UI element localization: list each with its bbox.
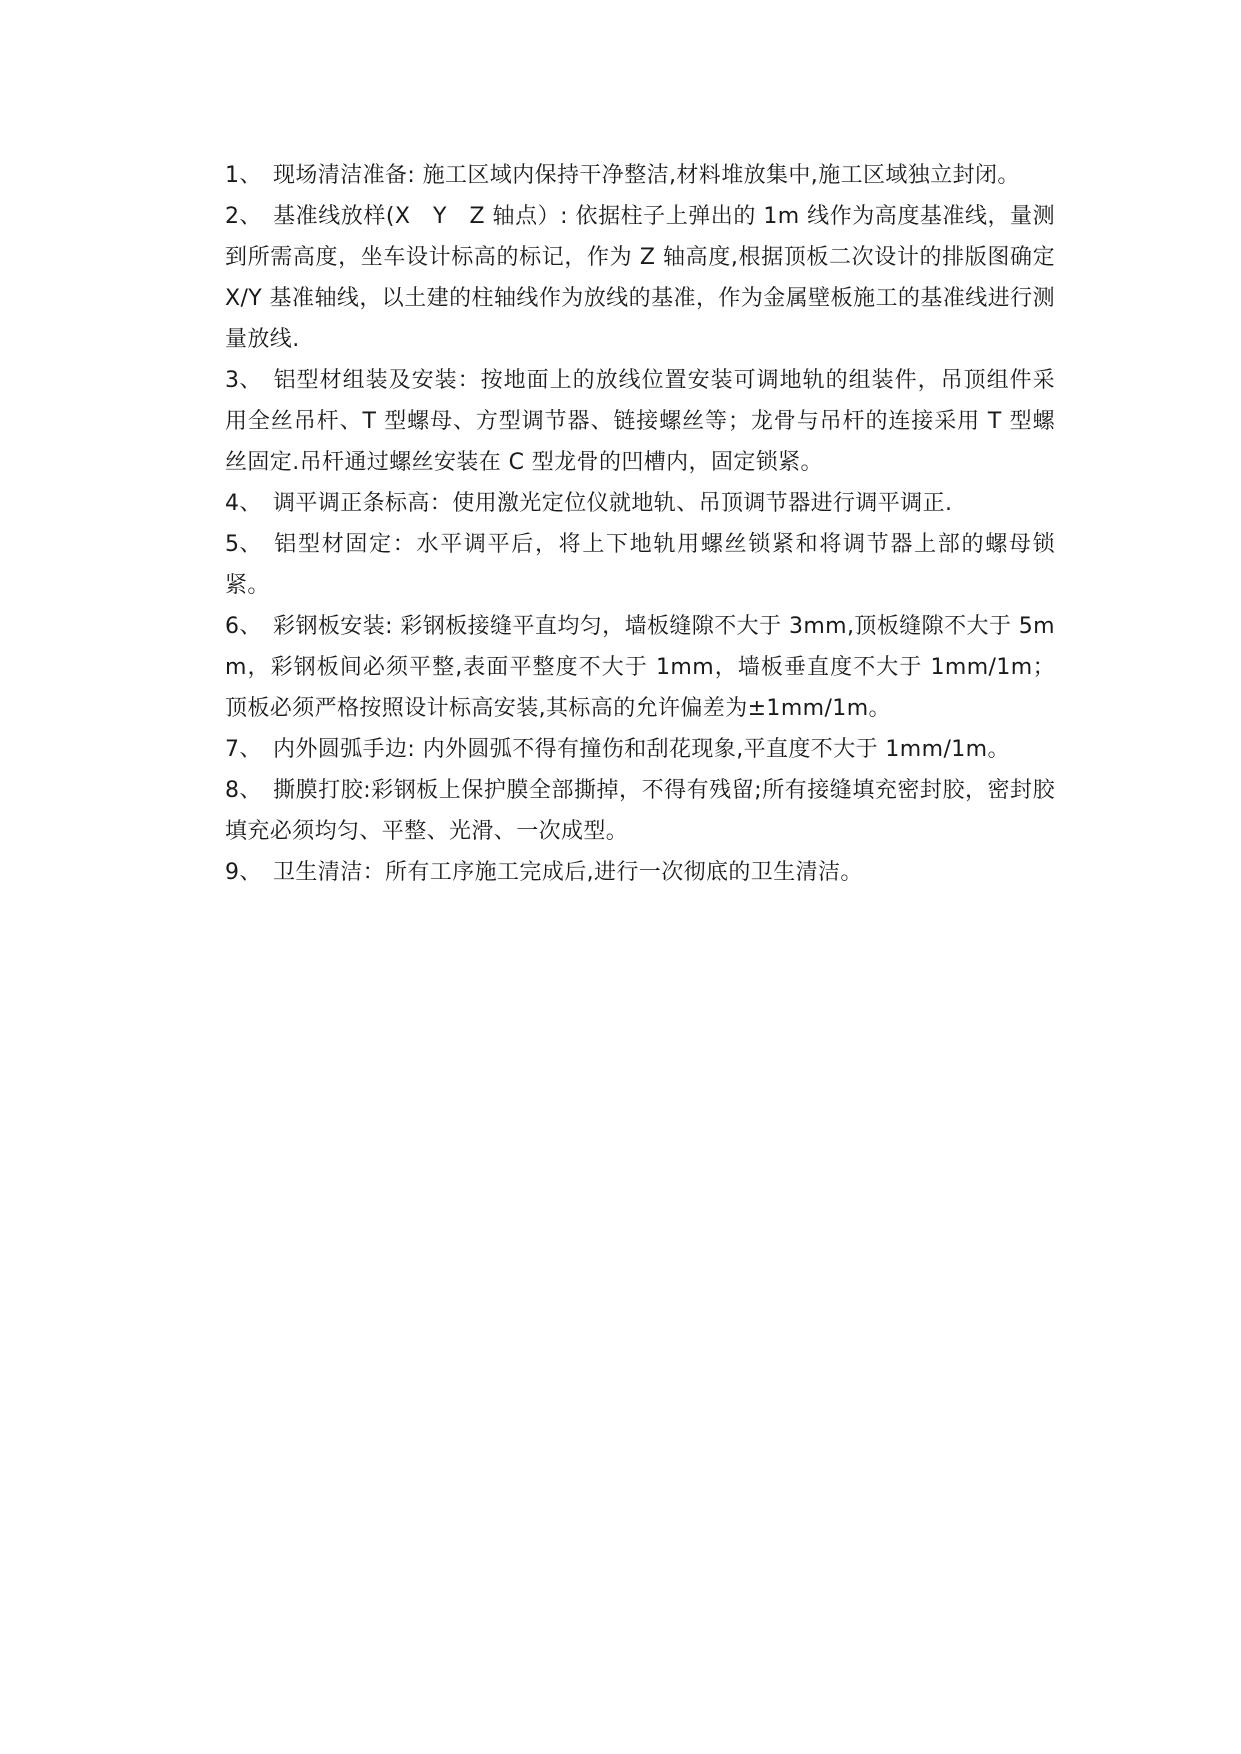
step-text: 施工区域内保持干净整洁,材料堆放集中,施工区域独立封闭。 <box>415 163 1020 188</box>
step-text: 彩钢板上保护膜全部撕掉，不得有残留;所有接缝填充密封胶，密封胶填充必须均匀、平整、光滑、一次成型。 <box>225 778 1055 844</box>
step-text: 水平调平后，将上下地轨用螺丝锁紧和将调节器上部的螺母锁紧。 <box>225 532 1055 598</box>
step-text: 依据柱子上弹出的 1m 线作为高度基准线，量测到所需高度，坐车设计标高的标记，作为 Z 轴高度,根据顶板二次设计的排版图确定 X/Y 基准轴线，以土建的柱轴线作为放线的基准，作为金属壁板施工的基准线进行测量放线. <box>225 204 1055 352</box>
step-4 <box>225 483 1055 524</box>
step-label: 铝型材组装及安装： <box>273 368 481 393</box>
step-text: 使用激光定位仪就地轨、吊顶调节器进行调平调正. <box>452 491 953 516</box>
step-label: 现场清洁准备: <box>273 163 416 188</box>
step-9 <box>225 852 1055 893</box>
step-2 <box>225 196 1055 360</box>
step-5 <box>225 524 1055 606</box>
step-1 <box>225 155 1055 196</box>
step-label: 撕膜打胶: <box>273 778 372 803</box>
step-7 <box>225 729 1055 770</box>
step-text: 所有工序施工完成后,进行一次彻底的卫生清洁。 <box>385 860 863 885</box>
step-text: 内外圆弧不得有撞伤和刮花现象,平直度不大于 1mm/1m。 <box>415 737 1010 762</box>
construction-steps <box>225 155 1055 893</box>
step-label: 铝型材固定： <box>273 532 417 557</box>
step-number: 3、 <box>225 368 262 393</box>
step-number: 8、 <box>225 778 262 803</box>
step-number: 6、 <box>225 614 262 639</box>
step-number: 2、 <box>225 204 262 229</box>
step-label: 基准线放样(X Y Z 轴点）: <box>273 204 568 229</box>
step-label: 调平调正条标高： <box>273 491 453 516</box>
step-number: 1、 <box>225 163 262 188</box>
step-number: 9、 <box>225 860 262 885</box>
step-number: 5、 <box>225 532 262 557</box>
step-text: 彩钢板接缝平直均匀，墙板缝隙不大于 3mm,顶板缝隙不大于 5mm，彩钢板间必须平整,表面平整度不大于 1mm，墙板垂直度不大于 1mm/1m；顶板必须严格按照设计标高安装,其标高的允许偏差为±1mm/1m。 <box>225 614 1056 721</box>
step-3 <box>225 360 1055 483</box>
step-label: 卫生清洁： <box>273 860 386 885</box>
step-number: 7、 <box>225 737 262 762</box>
step-label: 内外圆弧手边: <box>273 737 416 762</box>
step-6 <box>225 606 1055 729</box>
step-number: 4、 <box>225 491 262 516</box>
step-label: 彩钢板安装: <box>273 614 393 639</box>
step-text: 按地面上的放线位置安装可调地轨的组装件，吊顶组件采用全丝吊杆、T 型螺母、方型调节器、链接螺丝等；龙骨与吊杆的连接采用 T 型螺丝固定.吊杆通过螺丝安装在 C 型龙骨的凹槽内，固定锁紧。 <box>225 368 1055 475</box>
step-8 <box>225 770 1055 852</box>
